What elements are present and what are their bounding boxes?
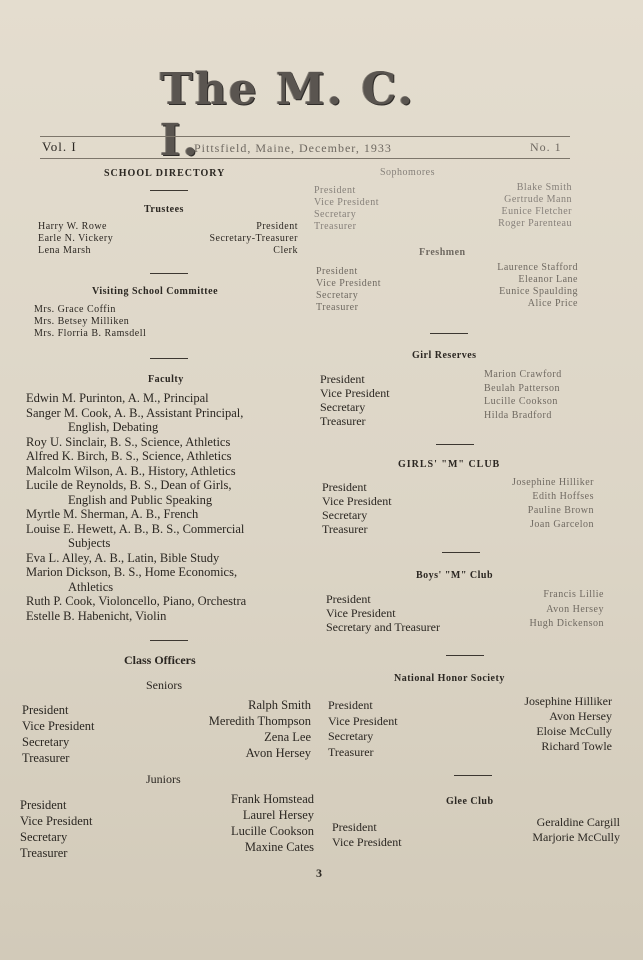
committee-member: Mrs. Grace Coffin — [34, 304, 116, 315]
officer-role: Treasurer — [316, 302, 359, 313]
visiting-committee-heading: Visiting School Committee — [92, 286, 219, 297]
faculty-line: Edwin M. Purinton, A. M., Principal — [26, 391, 209, 405]
committee-member: Mrs. Betsey Milliken — [34, 316, 130, 327]
officer-name: Edith Hoffses — [532, 491, 594, 502]
officer-role: Secretary — [322, 508, 368, 522]
faculty-line: Malcolm Wilson, A. B., History, Athletics — [26, 463, 236, 478]
faculty-line: Marion Dickson, B. S., Home Economics, — [26, 565, 238, 579]
officer-name: Marjorie McCully — [532, 830, 620, 844]
officer-role: President — [332, 820, 377, 834]
class-officers-heading: Class Officers — [124, 653, 196, 667]
juniors-names — [180, 791, 314, 855]
sophomores-heading: Sophomores — [380, 167, 435, 178]
officer-role: Treasurer — [320, 414, 366, 428]
issue-number: No. 1 — [530, 140, 562, 154]
officer-name: Josephine Hilliker — [511, 477, 594, 488]
divider — [446, 655, 484, 656]
faculty-line: Louise E. Hewett, A. B., B. S., Commercial — [26, 521, 245, 536]
page-number: 3 — [316, 866, 322, 880]
divider — [150, 640, 188, 641]
honor-society-heading: National Honor Society — [394, 673, 505, 684]
officer-role: Vice President — [326, 606, 396, 620]
faculty-line: Alfred K. Birch, B. S., Science, Athletics — [26, 449, 232, 463]
freshmen-names — [450, 262, 578, 310]
divider — [436, 444, 474, 445]
faculty-list — [26, 391, 316, 623]
volume-label: Vol. I — [42, 139, 77, 154]
trustees-names — [38, 221, 113, 257]
officer-name: Roger Parenteau — [498, 218, 572, 229]
officer-role: Secretary — [22, 735, 70, 749]
place-date-line: Pittsfield, Maine, December, 1933 — [194, 141, 392, 155]
girl-reserves-heading: Girl Reserves — [412, 350, 477, 361]
divider — [150, 273, 188, 274]
officer-name: Pauline Brown — [527, 505, 594, 516]
divider — [442, 552, 480, 553]
officer-name: Marion Crawford — [484, 369, 562, 380]
faculty-heading: Faculty — [148, 374, 184, 385]
header-bottom-rule — [40, 158, 570, 159]
officer-name: Blake Smith — [516, 182, 572, 193]
trustee-role: President — [256, 221, 298, 232]
officer-role: President — [22, 703, 69, 717]
faculty-line: English, Debating — [68, 420, 159, 434]
officer-role: President — [20, 798, 67, 812]
officer-role: President — [322, 480, 367, 494]
sophomores-names — [460, 182, 572, 230]
officer-name: Avon Hersey — [546, 603, 604, 615]
officer-name: Eleanor Lane — [518, 274, 578, 285]
officer-role: President — [320, 372, 365, 386]
officer-role: Vice President — [20, 814, 93, 828]
visiting-committee-names — [34, 304, 146, 340]
faculty-line: Eva L. Alley, A. B., Latin, Bible Study — [26, 550, 220, 565]
faculty-line: Estelle B. Habenicht, Violin — [26, 608, 167, 623]
trustee-name: Lena Marsh — [38, 245, 92, 256]
boys-m-club-names — [470, 588, 604, 632]
divider — [150, 358, 188, 359]
officer-role: Secretary — [320, 400, 366, 414]
faculty-line: English and Public Speaking — [68, 492, 213, 507]
officer-role: Vice President — [316, 278, 381, 289]
officer-role: Vice President — [332, 835, 402, 849]
officer-role: Secretary — [316, 290, 359, 301]
header-top-rule — [40, 136, 570, 137]
committee-member: Mrs. Florria B. Ramsdell — [34, 328, 147, 339]
girl-reserves-names — [484, 368, 562, 422]
officer-name: Gertrude Mann — [504, 194, 572, 205]
trustees-roles — [160, 221, 298, 257]
faculty-line: Roy U. Sinclair, B. S., Science, Athletics — [26, 434, 231, 449]
officer-name: Lucille Cookson — [231, 824, 314, 838]
glee-club-heading: Glee Club — [446, 796, 494, 807]
sophomores-roles — [314, 185, 379, 233]
faculty-line: Ruth P. Cook, Violoncello, Piano, Orchestra — [26, 594, 247, 608]
faculty-line: Athletics — [68, 579, 114, 594]
faculty-line: Sanger M. Cook, A. B., Assistant Principal, — [26, 405, 244, 420]
divider — [454, 775, 492, 776]
faculty-line: Myrtle M. Sherman, A. B., French — [26, 507, 199, 521]
directory-title: SCHOOL DIRECTORY — [104, 168, 226, 179]
officer-name: Beulah Patterson — [484, 382, 561, 394]
officer-role: Secretary — [328, 729, 374, 743]
officer-role: Secretary and Treasurer — [326, 620, 440, 634]
officer-role: President — [314, 185, 356, 196]
officer-role: President — [328, 698, 373, 712]
girl-reserves-roles — [320, 372, 390, 428]
officer-role: Treasurer — [22, 751, 70, 765]
officer-role: Treasurer — [20, 846, 68, 860]
masthead-title: The M. C. I. — [160, 64, 415, 166]
officer-name: Frank Homstead — [231, 792, 314, 806]
faculty-line: Subjects — [68, 536, 111, 550]
officer-name: Eloise McCully — [536, 724, 612, 738]
divider — [150, 190, 188, 191]
trustees-heading: Trustees — [144, 204, 184, 215]
officer-role: Treasurer — [322, 522, 368, 536]
girls-m-club-names — [470, 476, 594, 532]
officer-role: Vice President — [320, 386, 390, 400]
girls-m-club-roles — [322, 480, 392, 536]
officer-role: Vice President — [322, 494, 392, 508]
faculty-line: Lucile de Reynolds, B. S., Dean of Girls, — [26, 478, 232, 492]
trustee-role: Secretary-Treasurer — [209, 233, 298, 244]
officer-name: Hilda Bradford — [484, 409, 552, 421]
officer-role: Treasurer — [328, 744, 374, 759]
juniors-heading: Juniors — [146, 772, 181, 786]
officer-name: Francis Lillie — [543, 589, 604, 600]
officer-role: Secretary — [314, 209, 357, 220]
officer-name: Hugh Dickenson — [529, 618, 604, 629]
officer-role: Vice President — [22, 719, 95, 733]
officer-role: President — [316, 266, 358, 277]
boys-m-club-heading: Boys' "M" Club — [416, 570, 494, 581]
seniors-names — [160, 697, 311, 761]
officer-role: Treasurer — [314, 221, 357, 232]
boys-m-club-roles — [326, 592, 440, 634]
officer-name: Richard Towle — [541, 739, 612, 753]
officer-name: Laurence Stafford — [497, 262, 578, 273]
officer-name: Lucille Cookson — [484, 396, 558, 407]
divider — [430, 333, 468, 334]
honor-society-names — [480, 694, 612, 754]
officer-name: Avon Hersey — [245, 746, 311, 760]
officer-name: Meredith Thompson — [208, 714, 311, 728]
seniors-heading: Seniors — [146, 678, 182, 692]
officer-name: Eunice Fletcher — [501, 206, 572, 217]
officer-name: Alice Price — [527, 298, 578, 309]
freshmen-heading: Freshmen — [419, 247, 466, 258]
juniors-roles — [20, 797, 93, 861]
officer-role: President — [326, 592, 371, 606]
trustee-name: Earle N. Vickery — [38, 233, 114, 244]
officer-name: Ralph Smith — [248, 698, 311, 712]
girls-m-club-heading: GIRLS' "M" CLUB — [398, 459, 501, 470]
officer-role: Secretary — [20, 830, 68, 844]
officer-name: Avon Hersey — [549, 709, 612, 723]
trustee-name: Harry W. Rowe — [38, 221, 107, 232]
glee-club-roles — [332, 820, 402, 850]
officer-name: Joan Garcelon — [530, 519, 594, 530]
seniors-roles — [22, 702, 95, 766]
officer-name: Zena Lee — [264, 730, 311, 744]
glee-club-names — [490, 815, 620, 845]
officer-role: Vice President — [314, 197, 379, 208]
trustee-role: Clerk — [273, 245, 298, 256]
freshmen-roles — [316, 266, 381, 314]
officer-name: Laurel Hersey — [242, 808, 314, 822]
officer-name: Maxine Cates — [244, 840, 314, 854]
officer-name: Eunice Spaulding — [499, 286, 578, 297]
officer-role: Vice President — [328, 713, 398, 728]
officer-name: Geraldine Cargill — [536, 815, 620, 829]
officer-name: Josephine Hilliker — [524, 694, 612, 708]
honor-society-roles — [328, 698, 398, 760]
